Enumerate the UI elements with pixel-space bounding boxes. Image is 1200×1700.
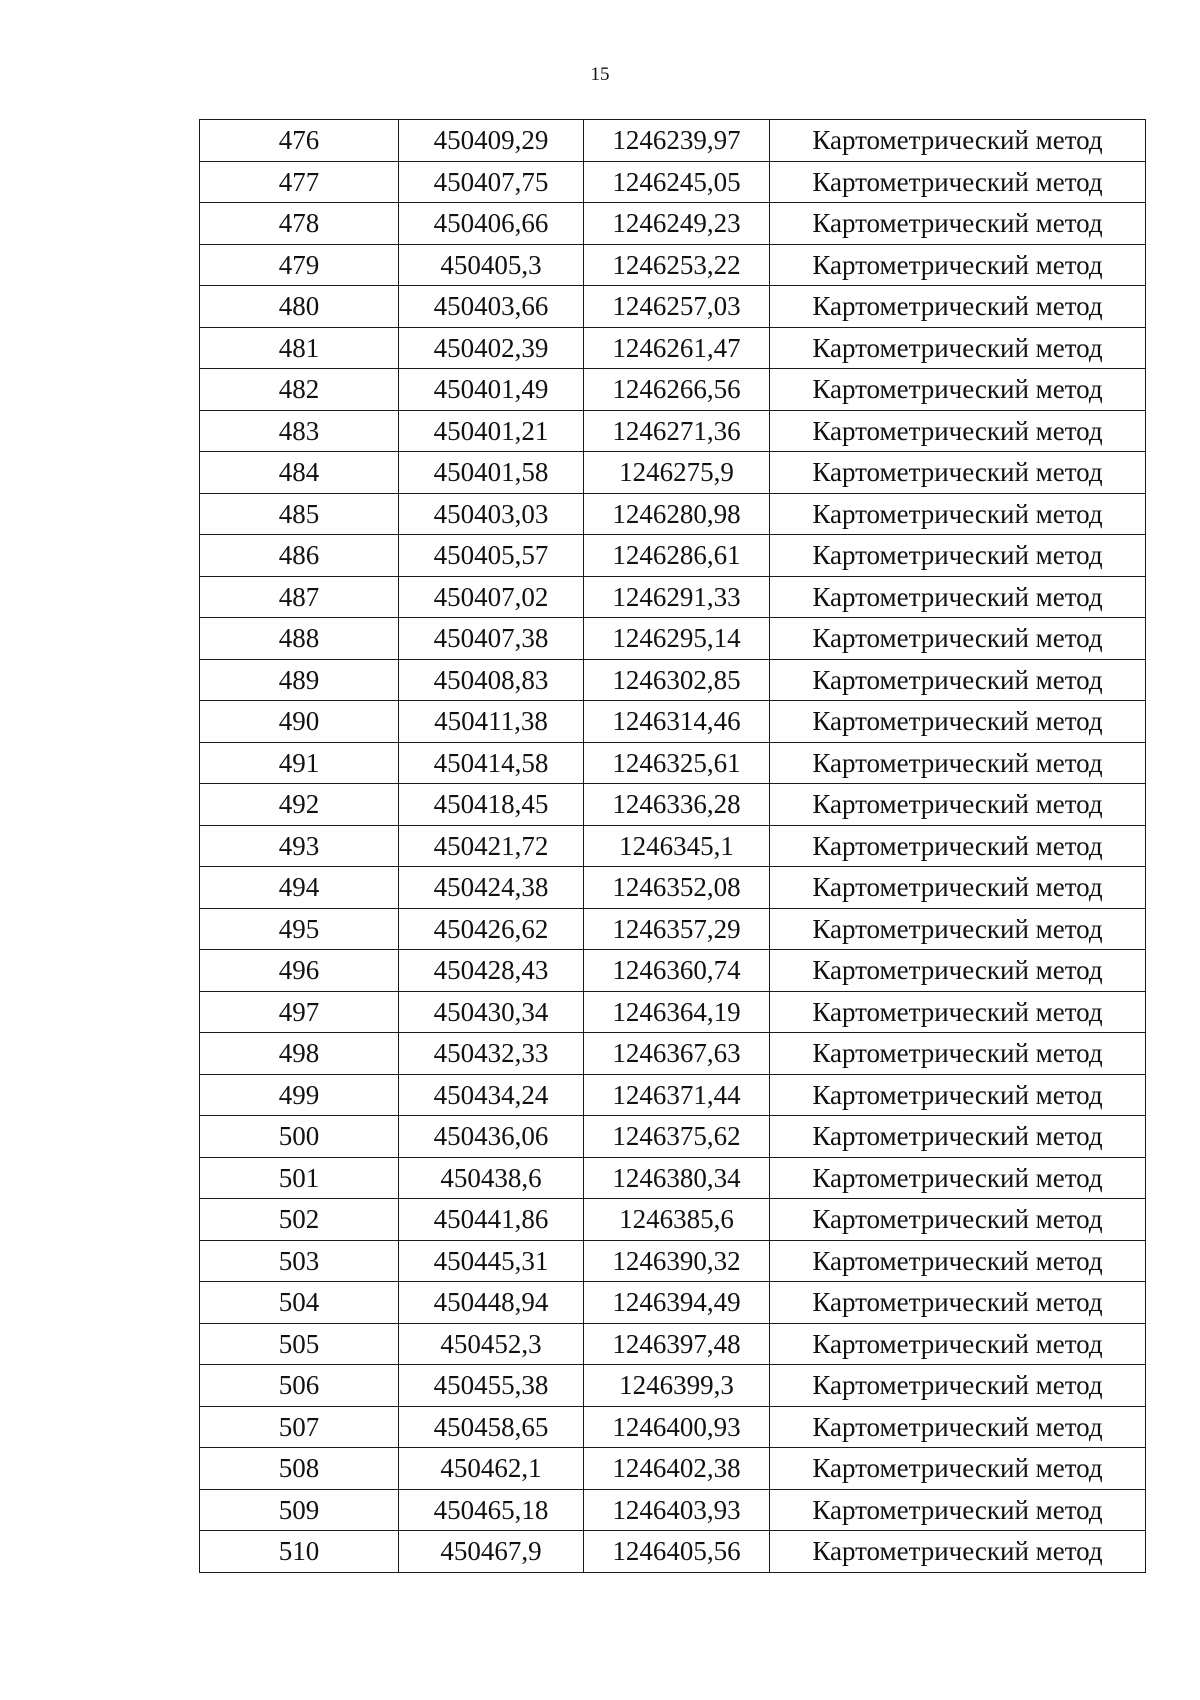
point-number-cell: 486 <box>200 535 399 577</box>
point-number-cell: 509 <box>200 1489 399 1531</box>
point-number-cell: 476 <box>200 120 399 162</box>
y-coordinate-cell: 1246280,98 <box>584 493 770 535</box>
x-coordinate-cell: 450448,94 <box>399 1282 584 1324</box>
y-coordinate-cell: 1246295,14 <box>584 618 770 660</box>
x-coordinate-cell: 450407,38 <box>399 618 584 660</box>
point-number-cell: 493 <box>200 825 399 867</box>
table-row <box>200 452 1146 494</box>
x-coordinate-cell: 450441,86 <box>399 1199 584 1241</box>
x-coordinate-cell: 450403,03 <box>399 493 584 535</box>
point-number-cell: 508 <box>200 1448 399 1490</box>
x-coordinate-cell: 450432,33 <box>399 1033 584 1075</box>
point-number-cell: 487 <box>200 576 399 618</box>
table-row <box>200 618 1146 660</box>
x-coordinate-cell: 450401,49 <box>399 369 584 411</box>
method-cell: Картометрический метод <box>770 1240 1146 1282</box>
point-number-cell: 505 <box>200 1323 399 1365</box>
point-number-cell: 504 <box>200 1282 399 1324</box>
point-number-cell: 499 <box>200 1074 399 1116</box>
method-cell: Картометрический метод <box>770 1282 1146 1324</box>
method-cell: Картометрический метод <box>770 701 1146 743</box>
x-coordinate-cell: 450411,38 <box>399 701 584 743</box>
table-row <box>200 244 1146 286</box>
point-number-cell: 503 <box>200 1240 399 1282</box>
y-coordinate-cell: 1246399,3 <box>584 1365 770 1407</box>
x-coordinate-cell: 450403,66 <box>399 286 584 328</box>
table-row <box>200 161 1146 203</box>
x-coordinate-cell: 450428,43 <box>399 950 584 992</box>
point-number-cell: 502 <box>200 1199 399 1241</box>
y-coordinate-cell: 1246364,19 <box>584 991 770 1033</box>
point-number-cell: 490 <box>200 701 399 743</box>
x-coordinate-cell: 450438,6 <box>399 1157 584 1199</box>
x-coordinate-cell: 450424,38 <box>399 867 584 909</box>
point-number-cell: 478 <box>200 203 399 245</box>
method-cell: Картометрический метод <box>770 244 1146 286</box>
method-cell: Картометрический метод <box>770 659 1146 701</box>
table-row <box>200 203 1146 245</box>
y-coordinate-cell: 1246400,93 <box>584 1406 770 1448</box>
y-coordinate-cell: 1246266,56 <box>584 369 770 411</box>
y-coordinate-cell: 1246375,62 <box>584 1116 770 1158</box>
x-coordinate-cell: 450409,29 <box>399 120 584 162</box>
point-number-cell: 489 <box>200 659 399 701</box>
table-row <box>200 950 1146 992</box>
point-number-cell: 495 <box>200 908 399 950</box>
point-number-cell: 496 <box>200 950 399 992</box>
table-row <box>200 493 1146 535</box>
method-cell: Картометрический метод <box>770 1489 1146 1531</box>
y-coordinate-cell: 1246345,1 <box>584 825 770 867</box>
x-coordinate-cell: 450434,24 <box>399 1074 584 1116</box>
table-row <box>200 1116 1146 1158</box>
point-number-cell: 480 <box>200 286 399 328</box>
method-cell: Картометрический метод <box>770 618 1146 660</box>
page-number: 15 <box>590 64 610 85</box>
method-cell: Картометрический метод <box>770 1448 1146 1490</box>
method-cell: Картометрический метод <box>770 1199 1146 1241</box>
y-coordinate-cell: 1246397,48 <box>584 1323 770 1365</box>
point-number-cell: 479 <box>200 244 399 286</box>
y-coordinate-cell: 1246336,28 <box>584 784 770 826</box>
method-cell: Картометрический метод <box>770 493 1146 535</box>
method-cell: Картометрический метод <box>770 1406 1146 1448</box>
point-number-cell: 477 <box>200 161 399 203</box>
method-cell: Картометрический метод <box>770 991 1146 1033</box>
point-number-cell: 482 <box>200 369 399 411</box>
method-cell: Картометрический метод <box>770 1074 1146 1116</box>
table-row <box>200 1406 1146 1448</box>
x-coordinate-cell: 450401,21 <box>399 410 584 452</box>
y-coordinate-cell: 1246275,9 <box>584 452 770 494</box>
table-row <box>200 991 1146 1033</box>
point-number-cell: 483 <box>200 410 399 452</box>
table-row <box>200 701 1146 743</box>
y-coordinate-cell: 1246357,29 <box>584 908 770 950</box>
method-cell: Картометрический метод <box>770 825 1146 867</box>
point-number-cell: 498 <box>200 1033 399 1075</box>
method-cell: Картометрический метод <box>770 1323 1146 1365</box>
method-cell: Картометрический метод <box>770 286 1146 328</box>
table-row <box>200 1323 1146 1365</box>
x-coordinate-cell: 450465,18 <box>399 1489 584 1531</box>
table-row <box>200 410 1146 452</box>
method-cell: Картометрический метод <box>770 950 1146 992</box>
point-number-cell: 497 <box>200 991 399 1033</box>
y-coordinate-cell: 1246286,61 <box>584 535 770 577</box>
table-row <box>200 742 1146 784</box>
x-coordinate-cell: 450406,66 <box>399 203 584 245</box>
table-row <box>200 1489 1146 1531</box>
x-coordinate-cell: 450462,1 <box>399 1448 584 1490</box>
point-number-cell: 501 <box>200 1157 399 1199</box>
y-coordinate-cell: 1246385,6 <box>584 1199 770 1241</box>
x-coordinate-cell: 450418,45 <box>399 784 584 826</box>
x-coordinate-cell: 450467,9 <box>399 1531 584 1573</box>
y-coordinate-cell: 1246314,46 <box>584 701 770 743</box>
point-number-cell: 492 <box>200 784 399 826</box>
y-coordinate-cell: 1246325,61 <box>584 742 770 784</box>
y-coordinate-cell: 1246403,93 <box>584 1489 770 1531</box>
x-coordinate-cell: 450401,58 <box>399 452 584 494</box>
y-coordinate-cell: 1246390,32 <box>584 1240 770 1282</box>
table-row <box>200 1240 1146 1282</box>
y-coordinate-cell: 1246249,23 <box>584 203 770 245</box>
x-coordinate-cell: 450402,39 <box>399 327 584 369</box>
method-cell: Картометрический метод <box>770 161 1146 203</box>
y-coordinate-cell: 1246371,44 <box>584 1074 770 1116</box>
y-coordinate-cell: 1246352,08 <box>584 867 770 909</box>
method-cell: Картометрический метод <box>770 120 1146 162</box>
point-number-cell: 485 <box>200 493 399 535</box>
point-number-cell: 484 <box>200 452 399 494</box>
table-row <box>200 867 1146 909</box>
method-cell: Картометрический метод <box>770 452 1146 494</box>
method-cell: Картометрический метод <box>770 1116 1146 1158</box>
table-row <box>200 327 1146 369</box>
point-number-cell: 481 <box>200 327 399 369</box>
y-coordinate-cell: 1246394,49 <box>584 1282 770 1324</box>
x-coordinate-cell: 450426,62 <box>399 908 584 950</box>
table-row <box>200 120 1146 162</box>
method-cell: Картометрический метод <box>770 1033 1146 1075</box>
y-coordinate-cell: 1246261,47 <box>584 327 770 369</box>
y-coordinate-cell: 1246402,38 <box>584 1448 770 1490</box>
method-cell: Картометрический метод <box>770 1157 1146 1199</box>
method-cell: Картометрический метод <box>770 742 1146 784</box>
method-cell: Картометрический метод <box>770 867 1146 909</box>
x-coordinate-cell: 450452,3 <box>399 1323 584 1365</box>
x-coordinate-cell: 450445,31 <box>399 1240 584 1282</box>
x-coordinate-cell: 450407,75 <box>399 161 584 203</box>
y-coordinate-cell: 1246257,03 <box>584 286 770 328</box>
method-cell: Картометрический метод <box>770 908 1146 950</box>
y-coordinate-cell: 1246239,97 <box>584 120 770 162</box>
x-coordinate-cell: 450414,58 <box>399 742 584 784</box>
method-cell: Картометрический метод <box>770 1365 1146 1407</box>
point-number-cell: 506 <box>200 1365 399 1407</box>
table-row <box>200 908 1146 950</box>
coordinates-table <box>199 119 1146 1573</box>
method-cell: Картометрический метод <box>770 784 1146 826</box>
table-row <box>200 576 1146 618</box>
y-coordinate-cell: 1246253,22 <box>584 244 770 286</box>
method-cell: Картометрический метод <box>770 410 1146 452</box>
table-row <box>200 784 1146 826</box>
x-coordinate-cell: 450436,06 <box>399 1116 584 1158</box>
table-row <box>200 1282 1146 1324</box>
x-coordinate-cell: 450405,3 <box>399 244 584 286</box>
x-coordinate-cell: 450430,34 <box>399 991 584 1033</box>
y-coordinate-cell: 1246367,63 <box>584 1033 770 1075</box>
method-cell: Картометрический метод <box>770 576 1146 618</box>
x-coordinate-cell: 450407,02 <box>399 576 584 618</box>
table-row <box>200 535 1146 577</box>
x-coordinate-cell: 450421,72 <box>399 825 584 867</box>
method-cell: Картометрический метод <box>770 535 1146 577</box>
y-coordinate-cell: 1246380,34 <box>584 1157 770 1199</box>
table-row <box>200 1448 1146 1490</box>
y-coordinate-cell: 1246405,56 <box>584 1531 770 1573</box>
table-row <box>200 1365 1146 1407</box>
table-row <box>200 286 1146 328</box>
x-coordinate-cell: 450405,57 <box>399 535 584 577</box>
y-coordinate-cell: 1246271,36 <box>584 410 770 452</box>
x-coordinate-cell: 450458,65 <box>399 1406 584 1448</box>
point-number-cell: 488 <box>200 618 399 660</box>
point-number-cell: 500 <box>200 1116 399 1158</box>
table-row <box>200 825 1146 867</box>
table-row <box>200 1074 1146 1116</box>
method-cell: Картометрический метод <box>770 203 1146 245</box>
coordinates-table-body <box>200 120 1146 1573</box>
y-coordinate-cell: 1246302,85 <box>584 659 770 701</box>
table-row <box>200 659 1146 701</box>
table-row <box>200 1531 1146 1573</box>
point-number-cell: 491 <box>200 742 399 784</box>
method-cell: Картометрический метод <box>770 1531 1146 1573</box>
x-coordinate-cell: 450408,83 <box>399 659 584 701</box>
point-number-cell: 510 <box>200 1531 399 1573</box>
table-row <box>200 1199 1146 1241</box>
y-coordinate-cell: 1246360,74 <box>584 950 770 992</box>
point-number-cell: 507 <box>200 1406 399 1448</box>
y-coordinate-cell: 1246245,05 <box>584 161 770 203</box>
method-cell: Картометрический метод <box>770 327 1146 369</box>
table-row <box>200 1157 1146 1199</box>
table-row <box>200 1033 1146 1075</box>
y-coordinate-cell: 1246291,33 <box>584 576 770 618</box>
method-cell: Картометрический метод <box>770 369 1146 411</box>
point-number-cell: 494 <box>200 867 399 909</box>
table-row <box>200 369 1146 411</box>
x-coordinate-cell: 450455,38 <box>399 1365 584 1407</box>
